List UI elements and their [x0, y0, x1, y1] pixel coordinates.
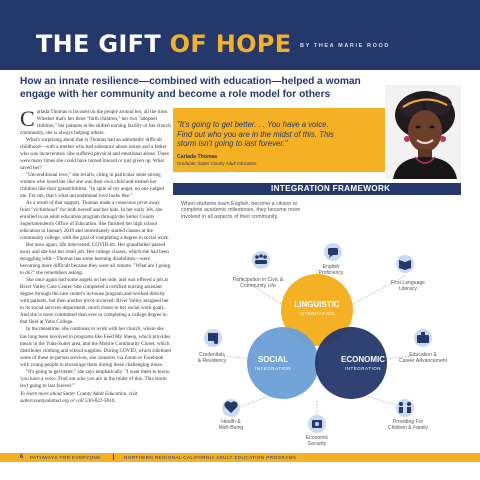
family-label: Providing For Children & Family: [387, 419, 429, 431]
social-label: SOCIAL: [257, 355, 289, 364]
paragraph: "Unconditional love," she recalls, citing in particular some strong women who loved her like she was their own child and treated her children like their grandchildren. "In spite of my anger, no one judged me. For me, that's what unconditional love looks like.": [20, 172, 164, 200]
family-icon: [396, 399, 414, 417]
first-language-literacy-icon: [396, 255, 414, 273]
title-white: THE GIFT: [36, 30, 162, 58]
more-info-note: To learn more about Sutter County Adult Education, visit suttercountyadulted.org or call 530-822-5810.: [20, 390, 138, 404]
economic-security-icon: [308, 415, 326, 433]
quote-author: Carlada Thomas: [177, 154, 218, 160]
civic-participation-icon: [252, 251, 270, 269]
pull-quote-text: "It's going to get better. . . You have a voice. Find out who you are in the midst of this. This storm isn't going to last forever.": [177, 120, 334, 149]
framework-svg: [173, 196, 461, 452]
paragraph: arlada Thomas is focused on the people around her, all the time. Whether that's her three "birth children," her two "adopted children," her patients at the skilled nursing facility or her church community, she is always helping others.: [20, 109, 171, 137]
framework-intro: When students learn English, become a citizen or complete academic milestones, they become more involved in all aspects of their community.: [181, 201, 301, 220]
english-proficiency-label: English Proficiency: [318, 264, 344, 276]
article-title: [36, 30, 291, 58]
health-wellbeing-label: Health & Well-Being: [218, 419, 244, 431]
title-yellow: OF HOPE: [169, 30, 292, 58]
english-proficiency-icon: [324, 243, 342, 261]
footer-divider: [113, 454, 114, 460]
economic-sub: INTEGRATION: [345, 366, 381, 371]
integration-framework-diagram: [173, 196, 461, 452]
byline: BY THEA MARIE ROOD: [300, 43, 390, 49]
paragraph: "It's going to get better," she says emphatically. "I want them to know, 'you have a voice. Find out who you are in the midst of this. This storm isn't going to last forever.'": [20, 368, 171, 389]
social-sub: INTEGRATION: [255, 366, 291, 371]
education-career-icon: [414, 329, 432, 347]
civic-participation-label: Participation in Civic & Community Life: [232, 277, 284, 289]
economic-security-label: Economic Security: [305, 435, 329, 447]
economic-label: ECONOMIC: [341, 355, 385, 364]
article-body: [20, 106, 171, 405]
footer-region: NORTHERN REGIONAL CALIFORNIA ADULT EDUCATION PROGRAMS: [124, 454, 297, 460]
footer-publication: PATHWAYS FOR EVERYONE: [30, 454, 101, 460]
paragraph: But once again, life intervened: COVID hit. Her grandfather passed away and she lost her retail job. Her college classes, which she had been struggling with—Thomas has some learning disabilities—were becoming more difficult because they were all remote. "What am I going to do?" she remembers asking.: [20, 242, 171, 277]
credentials-label: Credentials & Residency: [197, 352, 227, 364]
drop-cap: C: [20, 106, 35, 131]
health-wellbeing-icon: [222, 399, 240, 417]
subhead: How an innate resilience—combined with education—helped a woman engage with her community and become a role model for others: [20, 76, 361, 100]
credentials-icon: [204, 329, 222, 347]
portrait-photo: [385, 85, 461, 179]
quote-author-role: Graduate, Sutter County Adult Education: [177, 161, 257, 166]
linguistic-label: LINGUISTIC: [294, 300, 340, 309]
section-title: INTEGRATION FRAMEWORK: [271, 184, 391, 193]
paragraph: As a result of that support, Thomas made a conscious pivot away from "victimhood" for both herself and her kids. In her early 30s, she enrolled in an adult education program through the Sutter County Superintendent's Office of Education. She finished her high school education in January 2019 and immediately started classes at the community college, with the goal of completing a degree in social work.: [20, 200, 170, 242]
first-language-literacy-label: First Language Literacy: [391, 280, 425, 292]
education-career-label: Education & Career Advancement: [399, 352, 447, 364]
paragraph: She once again had some angels on her side, and was offered a job at River Valley Care Center. She completed a certified nursing assistant degree through the care center's in-house program and worked directly with patients, but then another pivot occurred: River Valley assigned her to its social services department, much closer to her social work goals. And she is more committed than ever to completing a college degree in that field at Yuba College.: [20, 277, 169, 326]
page-number: 6: [20, 454, 24, 460]
linguistic-sub: INTEGRATION: [299, 311, 335, 316]
paragraph: In the meantime, she continues to work with her church, where she has long been involved in programs like Feed My Sheep, which provides meals in the Yuba-Sutter area, and the Mobile Community Closet, which distributes clothing and school supplies. During COVID, which sidelined some of these in-person services, she connects via Zoom or Facebook with young people to encourage them during these challenging times.: [20, 326, 171, 368]
paragraph: What's surprising about that is Thomas had an admittedly difficult childhood—with a mother who had substance abuse issues and a father who was incarcerated. She suffered physical and emotional abuse. There were many times she could have turned inward or just given up. What saved her?: [20, 137, 170, 172]
